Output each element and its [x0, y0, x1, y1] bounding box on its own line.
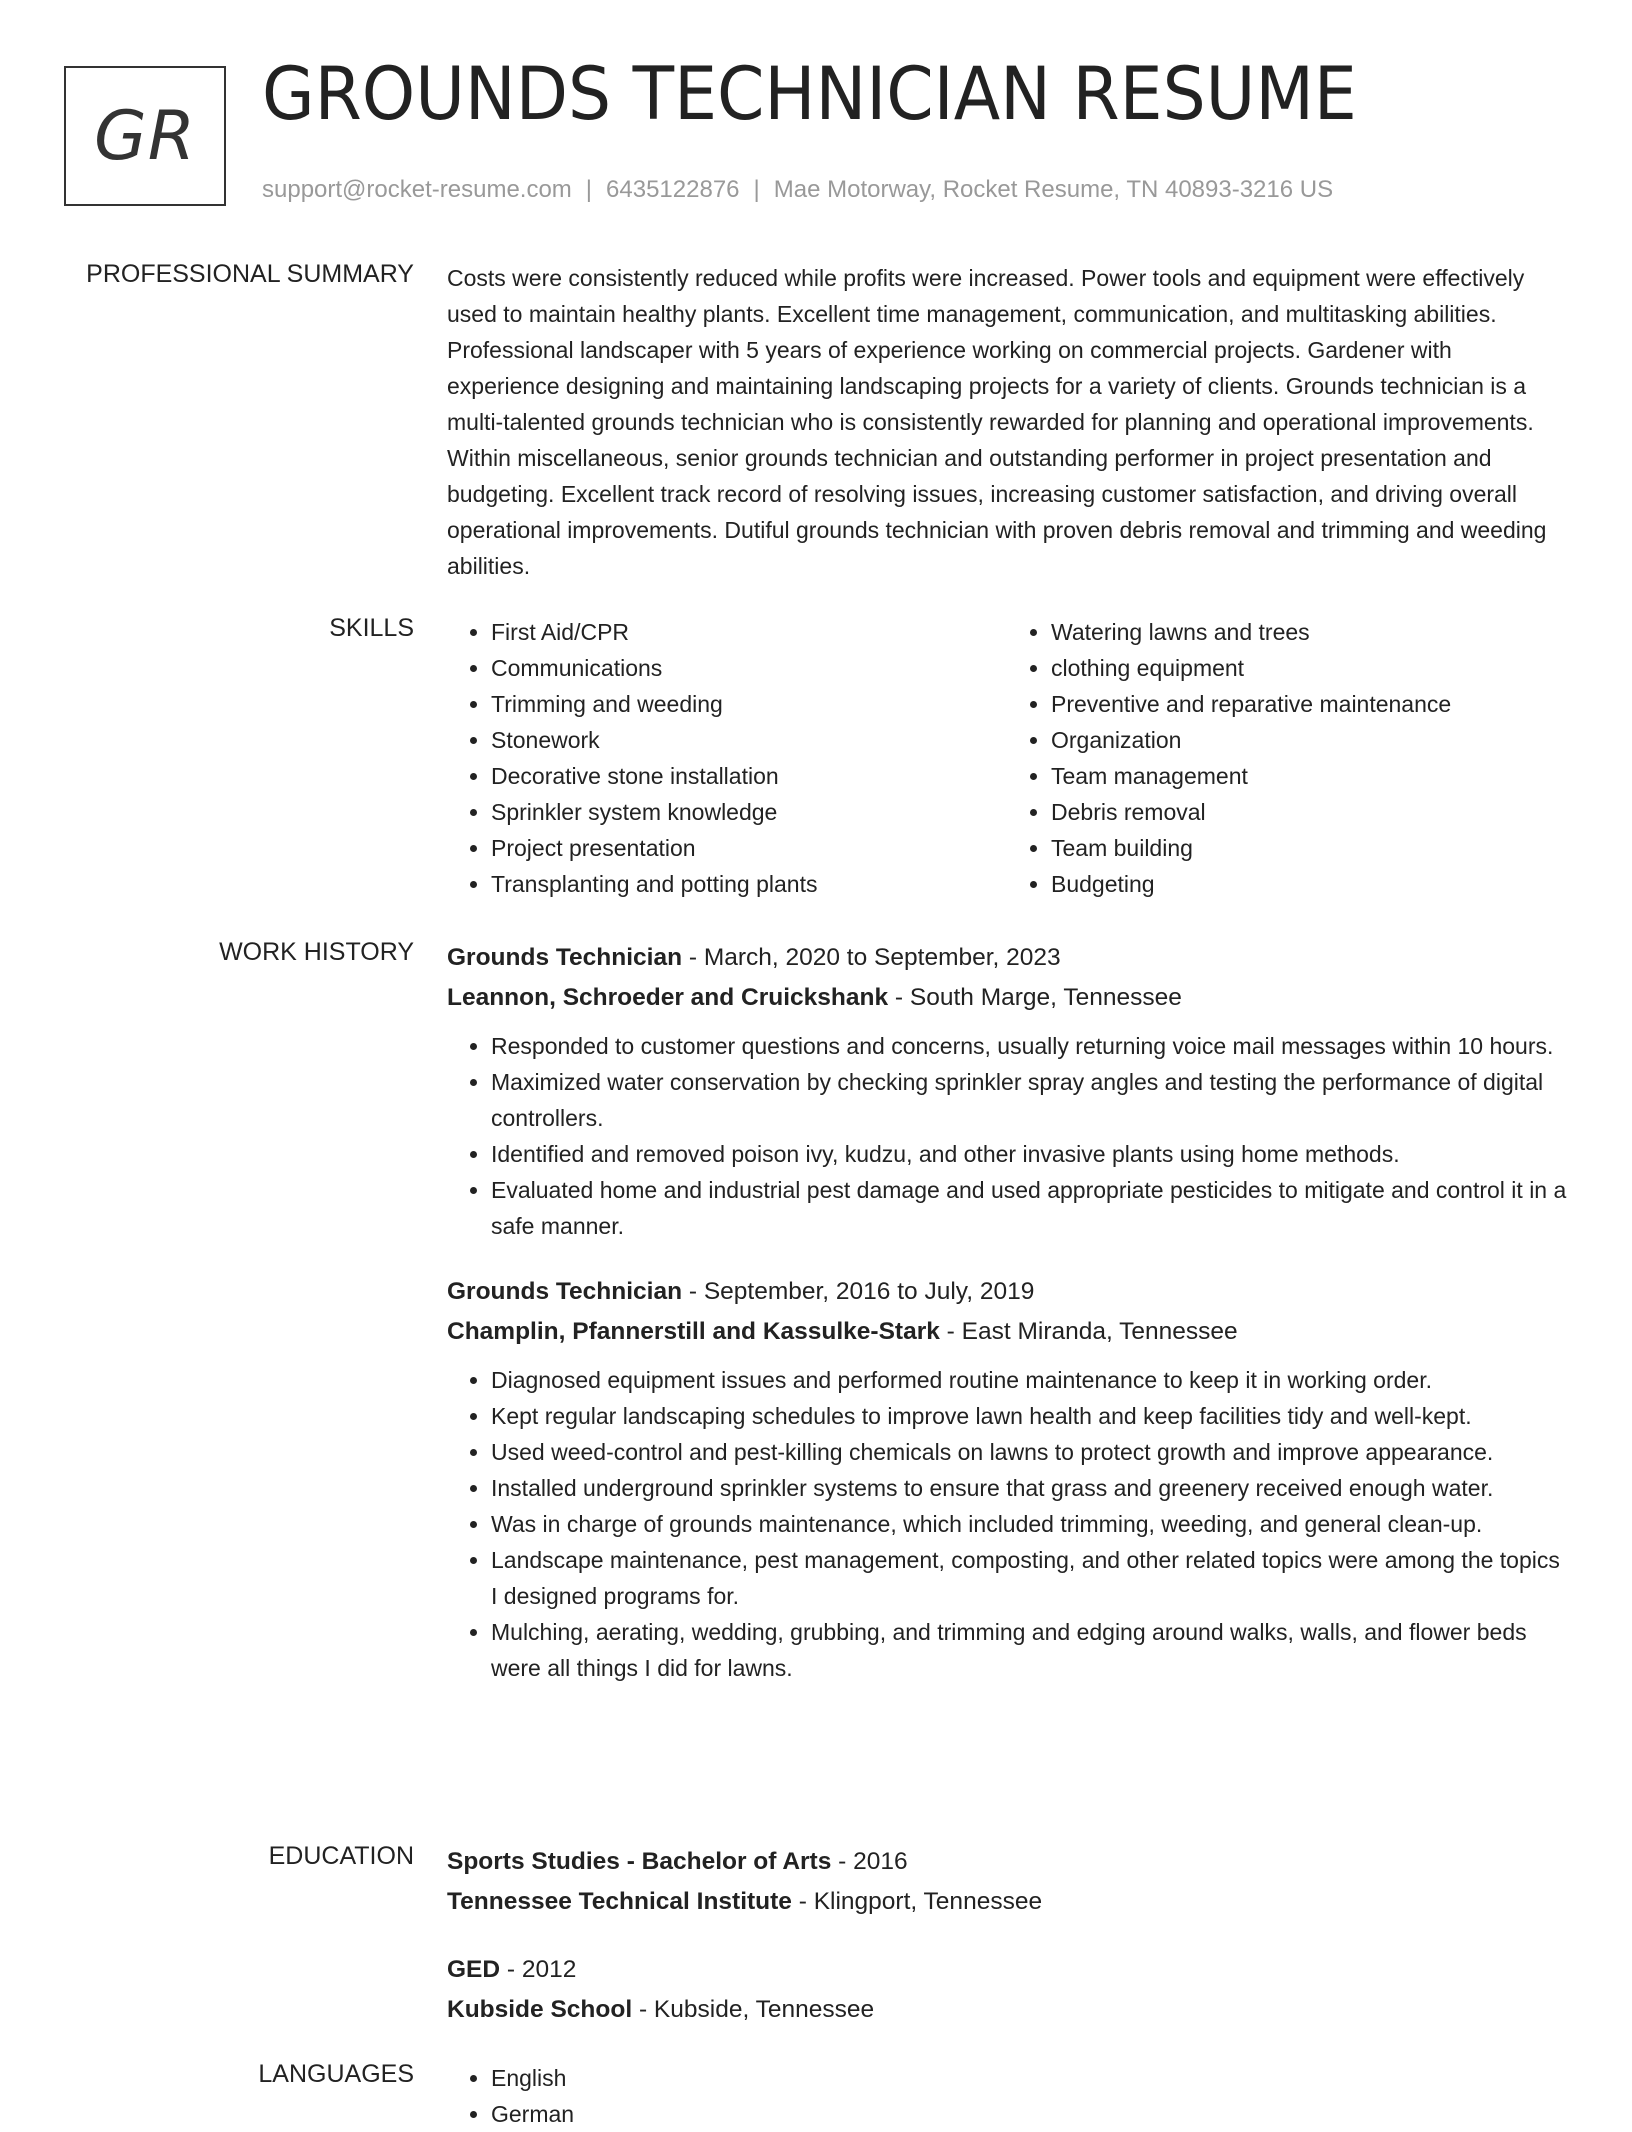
job-bullet: • Diagnosed equipment issues and performed routine maintenance to keep it in working order. — [491, 1362, 1567, 1398]
job-dates: - September, 2016 to July, 2019 — [682, 1278, 1035, 1305]
skills-heading: SKILLS — [329, 614, 414, 642]
skill-item: • Trimming and weeding — [491, 686, 1007, 722]
education-year: - 2016 — [831, 1848, 908, 1875]
education-location: - Klingport, Tennessee — [791, 1888, 1043, 1915]
resume-title: GROUNDS TECHNICIAN RESUME — [262, 52, 1357, 137]
summary-heading: PROFESSIONAL SUMMARY — [86, 260, 414, 288]
job-title: Grounds Technician — [447, 944, 683, 971]
contact-separator: | — [585, 176, 593, 203]
contact-line — [262, 176, 1333, 204]
job-bullet: • Used weed-control and pest-killing chemicals on lawns to protect growth and improve appearance. — [491, 1434, 1567, 1470]
language-item: • English — [491, 2060, 1567, 2096]
job-bullet: • Kept regular landscaping schedules to improve lawn health and keep facilities tidy and well-kept. — [491, 1398, 1567, 1434]
skill-item: • Sprinkler system knowledge — [491, 794, 1007, 830]
skill-item: • Budgeting — [1051, 866, 1567, 902]
contact-address: Mae Motorway, Rocket Resume, TN 40893-3216 US — [773, 176, 1334, 203]
job-bullet: • Evaluated home and industrial pest damage and used appropriate pesticides to mitigate and control it in a safe manner. — [491, 1172, 1567, 1244]
education-entry — [447, 1842, 1567, 1922]
skill-item: • clothing equipment — [1051, 650, 1567, 686]
job-bullet: • Mulching, aerating, wedding, grubbing, and trimming and edging around walks, walls, and flower beds were all things I did for lawns. — [491, 1614, 1567, 1686]
contact-email[interactable]: support@rocket-resume.com — [262, 176, 572, 203]
job-location: - South Marge, Tennessee — [888, 984, 1182, 1011]
contact-separator: | — [753, 176, 760, 203]
skill-item: • Team management — [1051, 758, 1567, 794]
education-school: Kubside School — [447, 1996, 633, 2023]
skill-item: • Transplanting and potting plants — [491, 866, 1007, 902]
job-company: Leannon, Schroeder and Cruickshank — [447, 984, 889, 1011]
education-degree: GED — [447, 1956, 501, 1983]
education-heading: EDUCATION — [268, 1842, 414, 1870]
job-bullet: • Responded to customer questions and concerns, usually returning voice mail messages within 10 hours. — [491, 1028, 1567, 1064]
education-year: - 2012 — [500, 1956, 577, 1983]
skill-item: • Debris removal — [1051, 794, 1567, 830]
education-location: - Kubside, Tennessee — [632, 1996, 875, 2023]
summary-text: Costs were consistently reduced while profits were increased. Power tools and equipment were effectively used to maintain healthy plants. Excellent time management, communication, and multitasking abilities. Professional landscaper with 5 years of experience working on commercial projects. Gardener with experience designing and maintaining landscaping projects for a variety of clients. Grounds technician is a multi-talented grounds technician who is consistently rewarded for planning and operational improvements. Within miscellaneous, senior grounds technician and outstanding performer in project presentation and budgeting. Excellent track record of resolving issues, increasing customer satisfaction, and driving overall operational improvements. Dutiful grounds technician with proven debris removal and trimming and weeding abilities. — [447, 265, 1547, 579]
skill-item: • Communications — [491, 650, 1007, 686]
education-school: Tennessee Technical Institute — [447, 1888, 792, 1915]
skills-list-right — [1007, 614, 1567, 902]
job-bullets — [447, 1028, 1567, 1244]
skill-item: • Preventive and reparative maintenance — [1051, 686, 1567, 722]
skill-item: • First Aid/CPR — [491, 614, 1007, 650]
education-degree: Sports Studies - Bachelor of Arts — [447, 1848, 832, 1875]
work-history-heading: WORK HISTORY — [219, 938, 414, 966]
job-bullets — [447, 1362, 1567, 1686]
skill-item: • Team building — [1051, 830, 1567, 866]
skill-item: • Decorative stone installation — [491, 758, 1007, 794]
languages-heading: LANGUAGES — [258, 2060, 414, 2088]
job-bullet: • Landscape maintenance, pest management, composting, and other related topics were among the topics I designed programs for. — [491, 1542, 1567, 1614]
skill-item: • Watering lawns and trees — [1051, 614, 1567, 650]
job-dates: - March, 2020 to September, 2023 — [682, 944, 1061, 971]
job-company: Champlin, Pfannerstill and Kassulke-Stark — [447, 1318, 940, 1345]
skill-item: • Project presentation — [491, 830, 1007, 866]
skill-item: • Organization — [1051, 722, 1567, 758]
language-item: • German — [491, 2096, 1567, 2132]
skill-item: • Stonework — [491, 722, 1007, 758]
job-title: Grounds Technician — [447, 1278, 683, 1305]
job-bullet: • Was in charge of grounds maintenance, which included trimming, weeding, and general clean-up. — [491, 1506, 1567, 1542]
job-bullet: • Identified and removed poison ivy, kudzu, and other invasive plants using home methods. — [491, 1136, 1567, 1172]
monogram-logo: GR — [64, 66, 226, 206]
contact-phone[interactable]: 6435122876 — [606, 176, 740, 203]
job-entry — [447, 1272, 1567, 1686]
job-bullet: • Installed underground sprinkler systems to ensure that grass and greenery received enough water. — [491, 1470, 1567, 1506]
skills-list-left — [447, 614, 1007, 902]
job-bullet: • Maximized water conservation by checking sprinkler spray angles and testing the performance of digital controllers. — [491, 1064, 1567, 1136]
job-location: - East Miranda, Tennessee — [939, 1318, 1238, 1345]
languages-list — [447, 2060, 1567, 2132]
job-entry — [447, 938, 1567, 1244]
education-entry — [447, 1950, 1567, 2030]
